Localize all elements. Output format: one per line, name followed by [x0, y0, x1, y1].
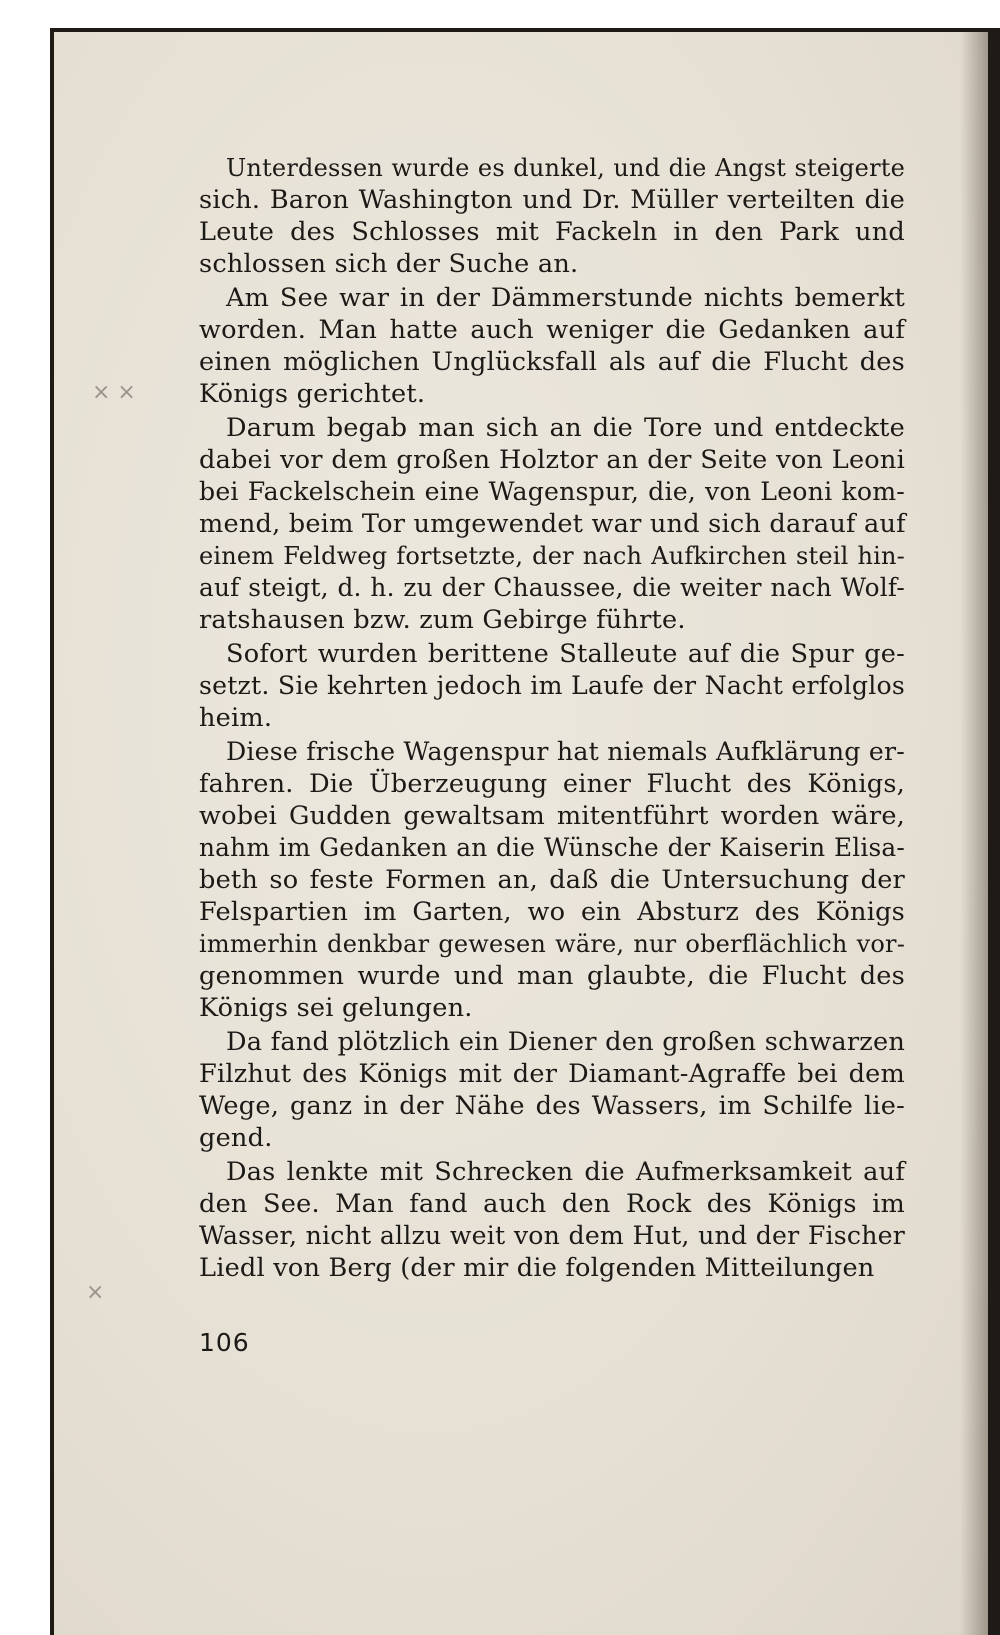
- text-line: Filzhut des Königs mit der Diamant-Agraffe bei dem: [199, 1059, 905, 1089]
- text-line: wobei Gudden gewaltsam mitentführt worden wäre,: [199, 801, 905, 831]
- text-line: beth so feste Formen an, daß die Untersuchung der: [199, 865, 905, 895]
- text-line: Das lenkte mit Schrecken die Aufmerksamkeit auf: [226, 1157, 905, 1187]
- text-line: dabei vor dem großen Holztor an der Seite von Leoni: [199, 445, 905, 475]
- text-line: Da fand plötzlich ein Diener den großen schwarzen: [226, 1027, 905, 1057]
- text-line: Diese frische Wagenspur hat niemals Aufklärung er-: [226, 737, 905, 766]
- paragraph: [199, 1026, 905, 1154]
- text-line: schlossen sich der Suche an.: [199, 249, 579, 279]
- pencil-mark-upper: × ×: [92, 380, 136, 405]
- text-line: fahren. Die Überzeugung einer Flucht des Königs,: [199, 769, 905, 799]
- paragraph: [199, 638, 905, 734]
- text-line: nahm im Gedanken an die Wünsche der Kaiserin Elisa-: [199, 833, 905, 862]
- text-line: setzt. Sie kehrten jedoch im Laufe der Nacht erfolglos: [199, 671, 905, 700]
- paragraph: [199, 1156, 905, 1284]
- paragraph: [199, 412, 905, 636]
- text-line: auf steigt, d. h. zu der Chaussee, die weiter nach Wolf-: [199, 573, 905, 602]
- text-line: Liedl von Berg (der mir die folgenden Mitteilungen: [199, 1253, 875, 1283]
- text-line: Königs gerichtet.: [199, 379, 426, 409]
- text-line: Sofort wurden berittene Stalleute auf die Spur ge-: [226, 639, 905, 669]
- text-line: immerhin denkbar gewesen wäre, nur oberflächlich vor-: [199, 930, 905, 958]
- text-line: genommen wurde und man glaubte, die Flucht des: [199, 961, 905, 991]
- text-line: mend, beim Tor umgewendet war und sich darauf auf: [199, 509, 906, 539]
- page-number: 106: [199, 1328, 250, 1357]
- text-line: ratshausen bzw. zum Gebirge führte.: [199, 605, 686, 635]
- body-text: [199, 152, 905, 1286]
- text-line: bei Fackelschein eine Wagenspur, die, von Leoni kom-: [199, 477, 905, 506]
- text-line: einem Feldweg fortsetzte, der nach Aufkirchen steil hin-: [199, 542, 905, 570]
- text-line: einen möglichen Unglücksfall als auf die Flucht des: [199, 347, 905, 377]
- text-line: Darum begab man sich an die Tore und entdeckte: [226, 413, 905, 443]
- text-line: Königs sei gelungen.: [199, 993, 473, 1023]
- text-line: Wasser, nicht allzu weit von dem Hut, und der Fischer: [199, 1221, 905, 1250]
- text-line: Am See war in der Dämmerstunde nichts bemerkt: [226, 283, 905, 313]
- text-line: sich. Baron Washington und Dr. Müller verteilten die: [199, 185, 905, 215]
- text-line: heim.: [199, 703, 273, 733]
- page-edge-shadow: [960, 32, 988, 1635]
- paragraph: [199, 282, 905, 410]
- text-line: Wege, ganz in der Nähe des Wassers, im Schilfe lie-: [199, 1091, 905, 1121]
- text-line: den See. Man fand auch den Rock des Königs im: [199, 1189, 905, 1219]
- text-line: gend.: [199, 1123, 273, 1153]
- text-line: Leute des Schlosses mit Fackeln in den Park und: [199, 217, 905, 247]
- text-line: Felspartien im Garten, wo ein Absturz des Königs: [199, 897, 905, 927]
- pencil-mark-lower: ×: [86, 1280, 105, 1305]
- paragraph: [199, 736, 905, 1024]
- paragraph: [199, 152, 905, 280]
- text-line: Unterdessen wurde es dunkel, und die Angst steigerte: [226, 154, 905, 182]
- text-line: worden. Man hatte auch weniger die Gedanken auf: [199, 315, 905, 345]
